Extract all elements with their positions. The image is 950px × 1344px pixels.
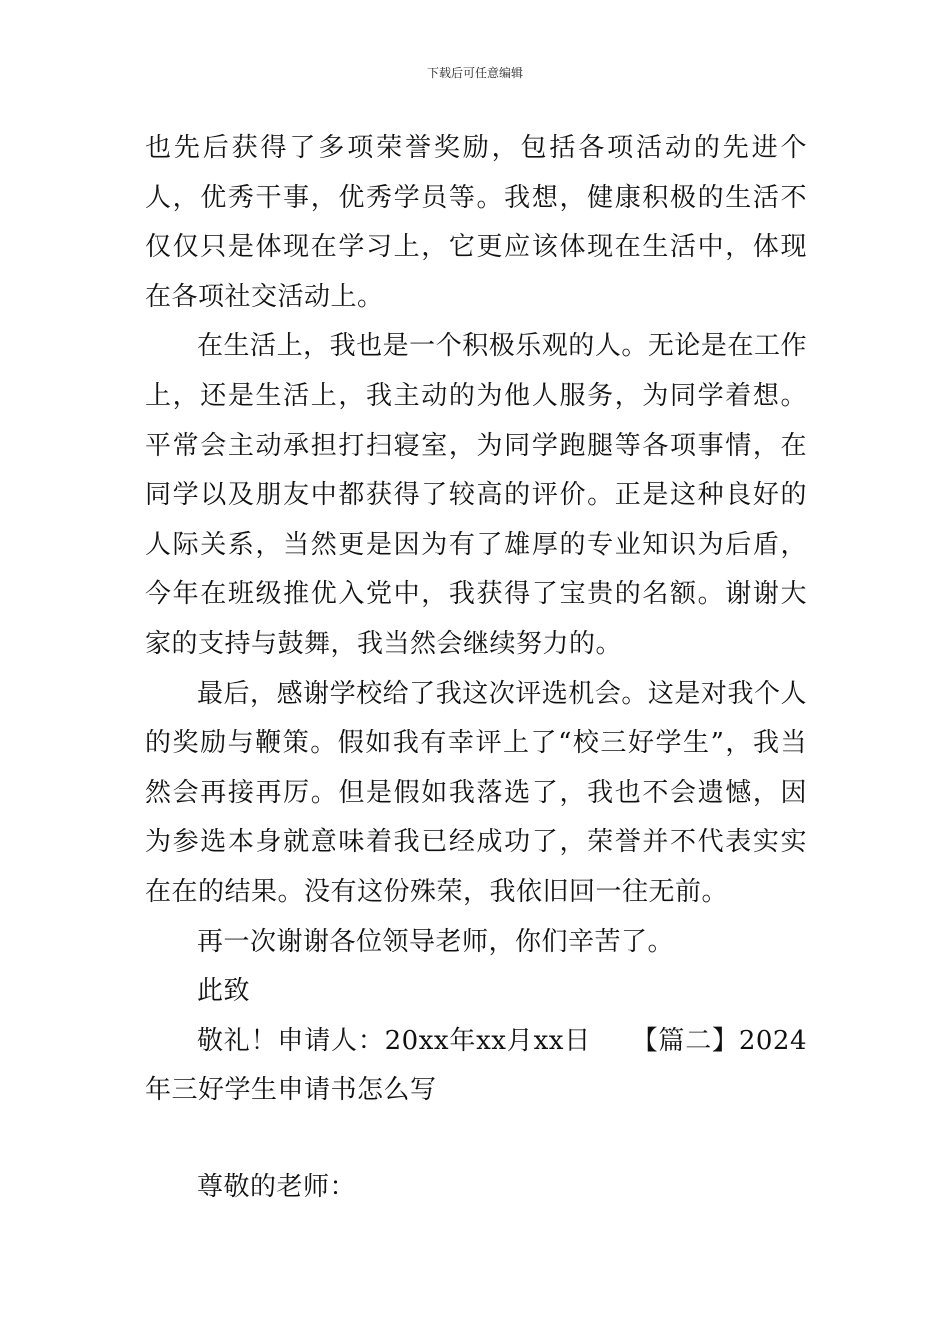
paragraph-thanks: 最后，感谢学校给了我这次评选机会。这是对我个人的奖励与鞭策。假如我有幸评上了“校三好学生”，我当然会再接再厉。但是假如我落选了，我也不会遗憾，因为参选本身就意味着我已经成功了，荣誉并不代表实实在在的结果。没有这份殊荣，我依旧回一往无前。	[145, 678, 807, 907]
paragraph-life: 在生活上，我也是一个积极乐观的人。无论是在工作上，还是生活上，我主动的为他人服务，为同学着想。平常会主动承担打扫寝室，为同学跑腿等各项事情，在同学以及朋友中都获得了较高的评价。正是这种良好的人际关系，当然更是因为有了雄厚的专业知识为后盾，今年在班级推优入党中，我获得了宝贵的名额。谢谢大家的支持与鼓舞，我当然会继续努力的。	[145, 331, 807, 659]
signoff-and-next-title: 敬礼！申请人：20xx年xx月xx日 【篇二】2024年三好学生申请书怎么写	[145, 1025, 807, 1106]
greeting: 尊敬的老师：	[197, 1171, 357, 1202]
closing-salutation: 此致	[197, 976, 251, 1007]
paragraph-final-thanks: 再一次谢谢各位领导老师，你们辛苦了。	[197, 926, 675, 957]
document-body	[145, 124, 807, 1212]
paragraph-honors: 也先后获得了多项荣誉奖励，包括各项活动的先进个人，优秀干事，优秀学员等。我想，健康积极的生活不仅仅只是体现在学习上，它更应该体现在生活中，体现在各项社交活动上。	[145, 133, 807, 312]
page-header-note: 下载后可任意编辑	[426, 66, 523, 80]
spacer	[145, 1116, 807, 1163]
